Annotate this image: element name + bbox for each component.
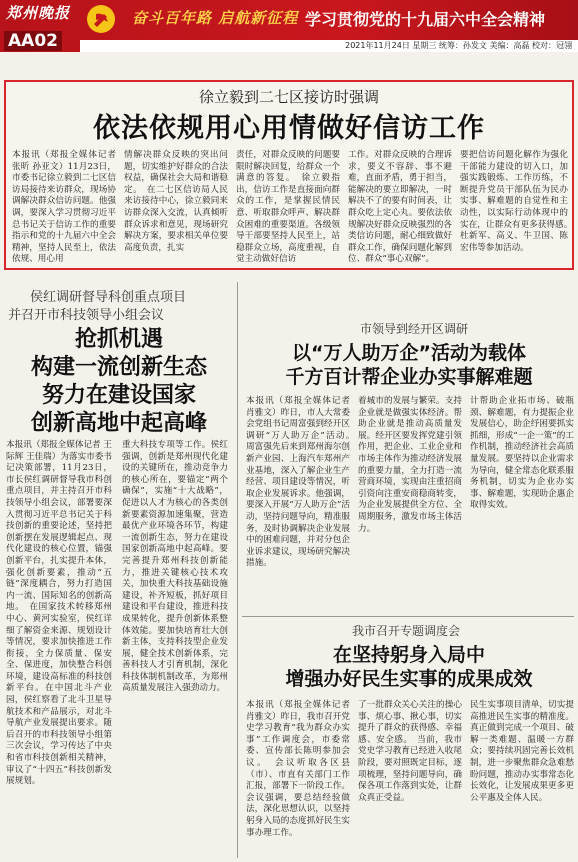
left-headline-line: 抢抓机遇 xyxy=(74,327,163,352)
lead-column: 责任，对群众反映的问题要限时解决回复，给群众一个满意的答复。 徐立毅指出，信访工作是直接面向群众的工作，是掌握民情民意、听取群众呼声、解决群众困难的重要渠道。各级领导干部要坚持人民至上，站稳群众立场，高度重视，自觉主动做好信访 xyxy=(236,150,340,265)
right-bottom-headline-line: 在坚持躬身入局中 xyxy=(332,644,485,666)
right-top-body xyxy=(246,396,574,596)
right-top-column: 计帮助企业拓市场、破瓶颈、解难题，有力提振企业发展信心，助企纾困要抓实抓细，形成“一企一策”的工作机制，推动经济社会高质量发展。要坚持以企业需求为导向，健全常态化联系服务机制，切实为企业办实事、解难题，实现助企惠企取得实效。 xyxy=(470,396,574,511)
lead-story-box xyxy=(4,80,577,270)
lead-body xyxy=(12,150,577,266)
lead-column: 工作。对群众反映的合理诉求，要义不容辞、事不避难，直面矛盾，勇于担当，能解决的要立即解决，一时解决不了的要有时间表，让群众吃上定心丸。要依法依规解决好群众反映强烈的各类信访问题，耐心细致做好群众工作，确保问题化解到位、群众“事心双解”。 xyxy=(348,150,452,265)
right-top-column: 本报讯（郑报全媒体记者 肖雅文）昨日，市人大常委会党组书记周富强到经开区调研“万人助万企”活动。 周富强先后来到郑州海尔创新产业园、上海汽车郑州产业基地，深入了解企业生产经营、项目建设等情况，听取企业发展诉求。他强调，要深入开展“万人助万企”活动，坚持问题导向，精准服务，及时协调解决企业发展中的困难问题，并对分包企业诉求建议，现场研究解决措施。 xyxy=(246,396,359,569)
lead-headline: 依法依规用心用情做好信访工作 xyxy=(93,113,485,144)
page-number: AA02 xyxy=(4,31,62,51)
left-headline-line: 努力在建设国家 xyxy=(41,383,196,408)
left-body xyxy=(6,440,232,858)
right-top-column: 着城市的发展与繁荣。支持企业就是做强实体经济。帮助企业就是推动高质量发展。经开区要发挥党建引领作用，把企业、工业企业和市场主体作为推动经济发展的重要力量，全力打造一流营商环境，实现由注重招商引资向注重安商稳商转变，为企业发展提供全方位、全周期服务，激发市场主体活力。 xyxy=(358,396,462,534)
party-emblem-icon xyxy=(86,4,116,34)
slogan: 奋斗百年路 启航新征程 xyxy=(132,9,299,27)
theme-title: 学习贯彻党的十九届六中全会精神 xyxy=(305,10,546,29)
right-bottom-column: 了一批群众关心关注的操心事、烦心事、揪心事，切实提升了群众的获得感、幸福感、安全感。 当前，我市党史学习教育已经进入收尾阶段，要对照既定目标，逐项梳理，坚持问题导向，确保各项工作落到实处，让群众真正受益。 xyxy=(358,700,462,803)
right-bottom-kicker: 我市召开专题调度会 xyxy=(352,624,461,638)
section-divider xyxy=(242,616,574,617)
left-column: 重大科技专项等工作。侯红强调，创新是郑州现代化建设的关键所在，推动竞争力的核心所在，要锚定“两个确保”，实施“十大战略”，促进以人才为核心的各类创新要素资源加速集聚，营造最优产业环境各环节，构建一流创新生态，努力在建设国家创新高地中起高峰。要完善提升郑州科技创新能力，推进关键核心技术攻关，加快重大科技基础设施建设，补齐短板，抓好项目建设和平台建设，推进科技成果转化，提升创新体系整体效能。要加快培育壮大创新主体，支持科技型企业发展，健全技术创新体系，完善科技人才引育机制，深化科技体制机制改革，为郑州高质量发展注入强劲动力。 xyxy=(122,440,228,694)
right-bottom-body xyxy=(246,700,574,858)
right-bottom-column: 本报讯（郑报全媒体记者 肖雅文）昨日，我市召开党史学习教育“我为群众办实事”工作调度会，市委常委、宣传部长陈明参加会议。 会议听取各区县（市）、市直有关部门工作汇报，部署下一阶段工作。会议强调，要总结经验做法，深化思想认识，以坚持躬身入局的态度抓好民生实事办理工作。 xyxy=(246,700,350,838)
lead-column: 本报讯（郑报全媒体记者 张昕 孙亚文）11月23日，市委书记徐立毅到二七区信访局接待来访群众，现场协调解决群众信访问题。他强调，要深入学习贯彻习近平总书记关于信访工作的重要指示和党的十九届六中全会精神，坚持人民至上，依法依规、用心用 xyxy=(12,150,116,265)
column-divider xyxy=(237,282,238,858)
left-kicker-1: 侯红调研督导科创重点项目 xyxy=(30,290,187,305)
left-headline-line: 构建一流创新生态 xyxy=(30,355,207,380)
lead-column: 要把信访问题化解作为强化干部能力建设的切入口，加强实践锻炼、工作历练，不断提升党员干部队伍为民办实事、解难题的自觉性和主动性，以实际行动体现中的实在，让群众有更多获得感。 杜新军、高义、牛卫国、陈宏伟等参加活动。 xyxy=(460,150,577,253)
left-headline-line: 创新高地中起高峰 xyxy=(30,411,207,436)
masthead-banner xyxy=(0,0,578,52)
left-column: 本报讯（郑报全媒体记者 王际辉 王佳瑞）为落实市委书记决策部署，11月23日，市长侯红调研督导我市科创重点项目，并主持召开市科技领导小组会议，部署要深入贯彻习近平总书记关于科技创新的重要论述，坚持把创新摆在发展逻辑起点、现代化建设的核心位置，锚强创新平台，扎实提升本体，强化创新要素，推动“五链”深度耦合，努力打造国内一流、国际知名的创新高地。 在国家技术转移郑州中心、黄河实验室，侯红详细了解资金来源、规划设计等情况，要求加快推进工作衔接，全力保质量、保安全、保进度，加快整合科创环境，建设高标准的科技创新平台。在中国北斗产业园，侯红察看了北斗卫星导航技术和产品展示，对北斗导航产业发展提出要求。随后召开的市科技领导小组第三次会议，学习传达了中央和省市科技创新相关精神，审议了“十四五”科技创新发展规划。 xyxy=(6,440,112,787)
right-top-kicker: 市领导到经开区调研 xyxy=(360,322,469,336)
lead-kicker: 徐立毅到二七区接访时强调 xyxy=(198,88,379,106)
left-kicker-2: 并召开市科技领导小组会议 xyxy=(8,308,165,323)
edition-info-bar xyxy=(80,40,578,52)
paper-name: 郑州晚报 xyxy=(6,4,71,22)
right-bottom-headline-line: 增强办好民生实事的成果成效 xyxy=(285,668,533,690)
right-bottom-column: 民生实事项目清单，切实提高推进民生实事的精准度。真正做到完成一个项目、破解一类难题、温暖一方群众；要持续巩固完善长效机制，进一步聚焦群众急难愁盼问题，推动办实事常态化长效化，让发展成果更多更公平惠及全体人民。 xyxy=(470,700,574,803)
edition-info: 2021年11月24日 星期三 统筹：孙发文 美编：高磊 校对：冠翎 xyxy=(345,41,572,50)
right-top-headline-line: 千方百计帮企业办实事解难题 xyxy=(285,366,533,388)
lead-column: 情解决群众反映的突出问题，切实维护好群众的合法权益，确保社会大局和谐稳定。 在二七区信访局人民来访接待中心，徐立毅同来访群众深入交流，认真倾听群众诉求和意见，现场研究解决方案，要求相关单位要高度负责，扎实 xyxy=(124,150,228,253)
right-top-headline-line: 以“万人助万企”活动为载体 xyxy=(292,342,526,364)
